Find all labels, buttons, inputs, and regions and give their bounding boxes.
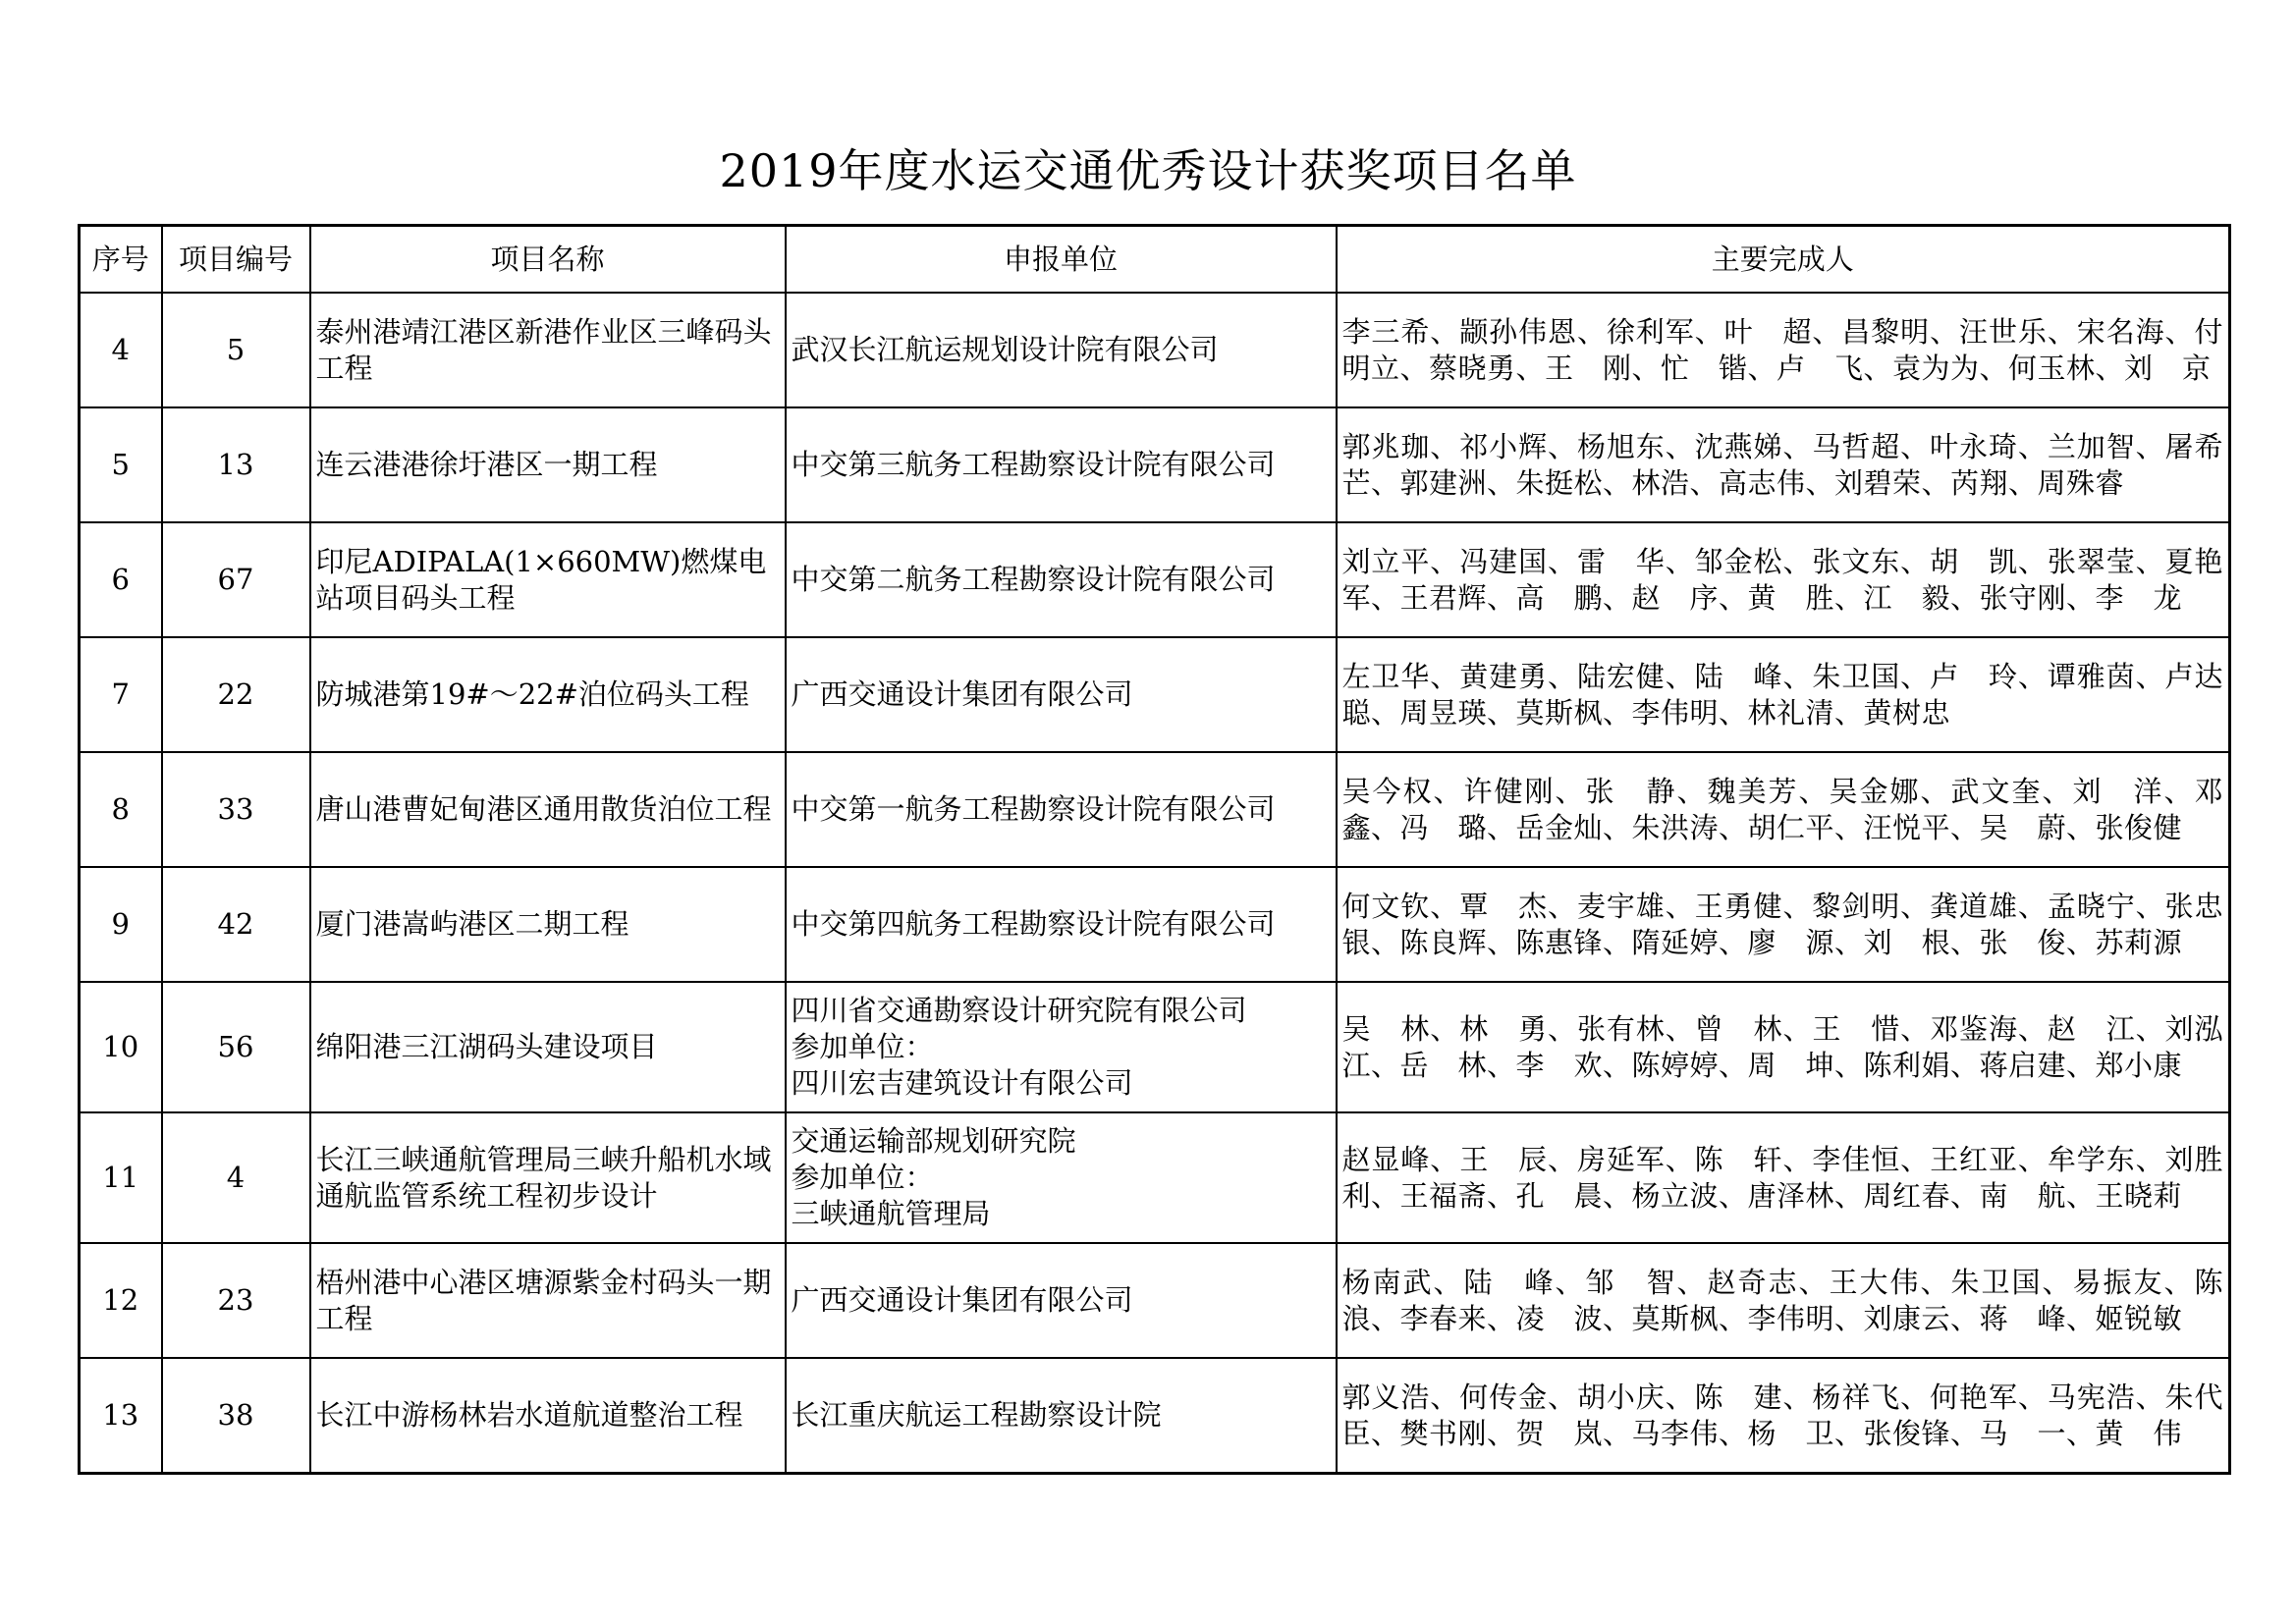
cell-project-name: 连云港港徐圩港区一期工程 [310, 407, 786, 522]
cell-seq: 10 [80, 982, 162, 1112]
unit-line: 武汉长江航运规划设计院有限公司 [791, 333, 1219, 366]
table-row [80, 1243, 2230, 1358]
awards-table [78, 224, 2253, 1475]
table-row [80, 982, 2230, 1112]
cell-applicant-unit [786, 867, 1337, 982]
cell-contributors: 吴今权、许健刚、张 静、魏美芳、吴金娜、武文奎、刘 洋、邓 鑫、冯 璐、岳金灿、朱洪涛、胡仁平、汪悦平、吴 蔚、张俊健 [1337, 752, 2230, 867]
cell-applicant-unit [786, 1243, 1337, 1358]
table-row [80, 293, 2230, 407]
cell-contributors: 郭兆珈、祁小辉、杨旭东、沈燕娣、马哲超、叶永琦、兰加智、屠希芒、郭建洲、朱挺松、林浩、高志伟、刘碧荣、芮翔、周殊睿 [1337, 407, 2230, 522]
cell-seq: 13 [80, 1358, 162, 1474]
cell-project-name: 长江三峡通航管理局三峡升船机水域通航监管系统工程初步设计 [310, 1112, 786, 1243]
table-row [80, 1112, 2230, 1243]
cell-contributors: 赵显峰、王 辰、房延军、陈 轩、李佳恒、王红亚、牟学东、刘胜利、王福斋、孔 晨、杨立波、唐泽林、周红春、南 航、王晓莉 [1337, 1112, 2230, 1243]
cell-project-name: 唐山港曹妃甸港区通用散货泊位工程 [310, 752, 786, 867]
cell-contributors: 杨南武、陆 峰、邹 智、赵奇志、王大伟、朱卫国、易振友、陈 浪、李春来、凌 波、莫斯枫、李伟明、刘康云、蒋 峰、姬锐敏 [1337, 1243, 2230, 1358]
unit-line: 三峡通航管理局 [791, 1197, 991, 1230]
unit-line: 长江重庆航运工程勘察设计院 [791, 1398, 1162, 1432]
cell-code: 23 [162, 1243, 310, 1358]
cell-seq: 4 [80, 293, 162, 407]
cell-applicant-unit [786, 1358, 1337, 1474]
cell-contributors: 李三希、颛孙伟恩、徐利军、叶 超、昌黎明、汪世乐、宋名海、付明立、蔡晓勇、王 刚、忙 锴、卢 飞、袁为为、何玉林、刘 京 [1337, 293, 2230, 407]
cell-contributors: 吴 林、林 勇、张有林、曾 林、王 惜、邓鉴海、赵 江、刘泓江、岳 林、李 欢、陈婷婷、周 坤、陈利娟、蒋启建、郑小康 [1337, 982, 2230, 1112]
cell-project-name: 绵阳港三江湖码头建设项目 [310, 982, 786, 1112]
unit-line: 交通运输部规划研究院 [791, 1124, 1076, 1158]
cell-project-name: 印尼ADIPALA(1×660MW)燃煤电站项目码头工程 [310, 522, 786, 637]
cell-project-name: 厦门港嵩屿港区二期工程 [310, 867, 786, 982]
cell-code: 4 [162, 1112, 310, 1243]
unit-line: 中交第二航务工程勘察设计院有限公司 [791, 563, 1276, 596]
cell-code: 42 [162, 867, 310, 982]
unit-line: 参加单位： [791, 1030, 934, 1063]
header-main-contributors: 主要完成人 [1337, 226, 2230, 294]
cell-applicant-unit [786, 293, 1337, 407]
unit-line: 中交第四航务工程勘察设计院有限公司 [791, 907, 1276, 941]
table-header-row [80, 226, 2230, 294]
table-row [80, 752, 2230, 867]
cell-seq: 7 [80, 637, 162, 752]
header-code: 项目编号 [162, 226, 310, 294]
cell-applicant-unit [786, 1112, 1337, 1243]
unit-line: 四川省交通勘察设计研究院有限公司 [791, 994, 1247, 1027]
table-row [80, 637, 2230, 752]
table-row [80, 522, 2230, 637]
cell-seq: 8 [80, 752, 162, 867]
cell-contributors: 刘立平、冯建国、雷 华、邹金松、张文东、胡 凯、张翠莹、夏艳军、王君辉、高 鹏、赵 序、黄 胜、江 毅、张守刚、李 龙 [1337, 522, 2230, 637]
header-applicant-unit: 申报单位 [786, 226, 1337, 294]
cell-contributors: 何文钦、覃 杰、麦宇雄、王勇健、黎剑明、龚道雄、孟晓宁、张忠银、陈良辉、陈惠锋、隋延婷、廖 源、刘 根、张 俊、苏莉源 [1337, 867, 2230, 982]
header-project-name: 项目名称 [310, 226, 786, 294]
header-seq: 序号 [80, 226, 162, 294]
cell-applicant-unit [786, 637, 1337, 752]
table-row [80, 407, 2230, 522]
cell-seq: 12 [80, 1243, 162, 1358]
cell-code: 67 [162, 522, 310, 637]
cell-applicant-unit [786, 407, 1337, 522]
cell-project-name: 泰州港靖江港区新港作业区三峰码头工程 [310, 293, 786, 407]
cell-project-name: 长江中游杨林岩水道航道整治工程 [310, 1358, 786, 1474]
table-row [80, 867, 2230, 982]
unit-line: 中交第一航务工程勘察设计院有限公司 [791, 792, 1276, 826]
unit-line: 四川宏吉建筑设计有限公司 [791, 1066, 1133, 1100]
document-title: 2019年度水运交通优秀设计获奖项目名单 [719, 144, 1577, 197]
unit-line: 中交第三航务工程勘察设计院有限公司 [791, 448, 1276, 481]
cell-code: 33 [162, 752, 310, 867]
cell-code: 22 [162, 637, 310, 752]
unit-line: 广西交通设计集团有限公司 [791, 1283, 1133, 1317]
cell-project-name: 梧州港中心港区塘源紫金村码头一期工程 [310, 1243, 786, 1358]
cell-contributors: 左卫华、黄建勇、陆宏健、陆 峰、朱卫国、卢 玲、谭雅茵、卢达聪、周昱瑛、莫斯枫、李伟明、林礼清、黄树忠 [1337, 637, 2230, 752]
unit-line: 参加单位： [791, 1161, 934, 1194]
cell-applicant-unit [786, 752, 1337, 867]
cell-applicant-unit [786, 982, 1337, 1112]
cell-seq: 5 [80, 407, 162, 522]
cell-code: 13 [162, 407, 310, 522]
cell-seq: 6 [80, 522, 162, 637]
cell-applicant-unit [786, 522, 1337, 637]
cell-project-name: 防城港第19#～22#泊位码头工程 [310, 637, 786, 752]
unit-line: 广西交通设计集团有限公司 [791, 677, 1133, 711]
cell-seq: 11 [80, 1112, 162, 1243]
cell-code: 56 [162, 982, 310, 1112]
cell-seq: 9 [80, 867, 162, 982]
cell-code: 5 [162, 293, 310, 407]
cell-code: 38 [162, 1358, 310, 1474]
cell-contributors: 郭义浩、何传金、胡小庆、陈 建、杨祥飞、何艳军、马宪浩、朱代臣、樊书刚、贺 岚、马李伟、杨 卫、张俊锋、马 一、黄 伟 [1337, 1358, 2230, 1474]
table-row [80, 1358, 2230, 1474]
